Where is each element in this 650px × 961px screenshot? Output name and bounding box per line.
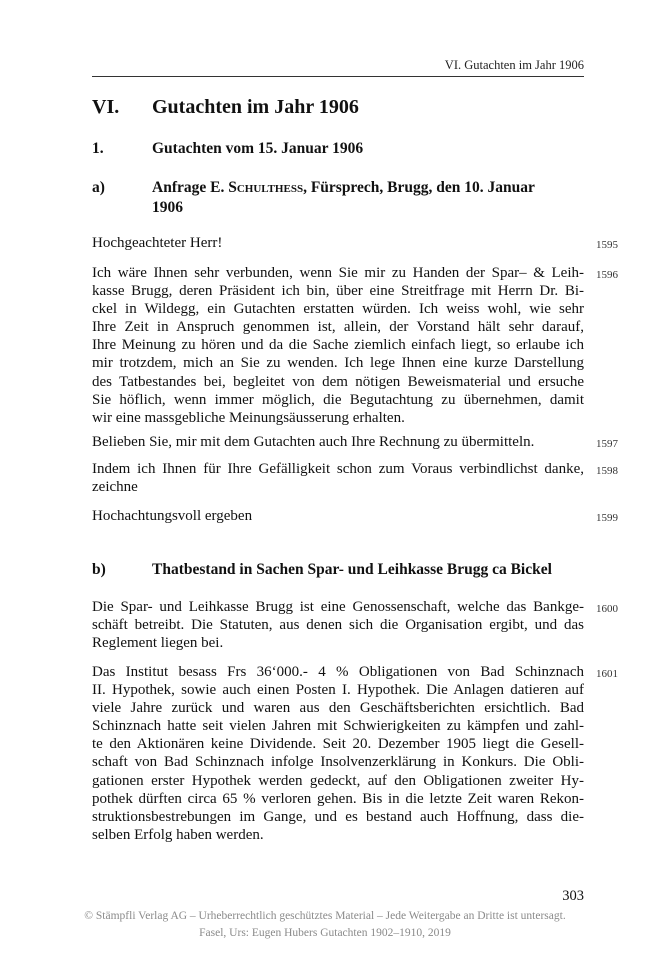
running-head: VI. Gutachten im Jahr 1906 — [92, 58, 584, 77]
paragraph — [92, 433, 584, 451]
paragraph-line: Sie höflich, wenn immer möglich, die Begutachtung zu übernehmen, damit — [92, 391, 584, 408]
paragraph-line: Die Spar- und Leihkasse Brugg ist eine Genossenschaft, welche das Bankge- — [92, 599, 584, 615]
paragraph-line: Hochachtungsvoll ergeben — [92, 508, 253, 524]
paragraph-line: zeichne — [92, 479, 138, 496]
paragraph-line: Ihre Zeit in Anspruch genommen ist, allein, der Vorstand hält sehr darauf, — [92, 319, 584, 336]
paragraph-line: II. Hypothek, sowie auch einen Posten I. Hypothek. Die Anlagen datieren auf — [92, 682, 584, 699]
margin-number: 1601 — [596, 668, 618, 680]
section-title: Gutachten vom 15. Januar 1906 — [152, 140, 364, 157]
paragraph-line: te den Aktionären keine Dividende. Seit 20. Dezember 1905 liegt die Gesell- — [92, 736, 584, 753]
paragraph-line: Indem ich Ihnen für Ihre Gefälligkeit schon zum Voraus verbindlichst danke, — [92, 461, 584, 477]
paragraph-line: Reglement liegen bei. — [92, 635, 224, 652]
subsection-a-title — [152, 178, 584, 218]
paragraph-line: gationen erster Hypothek werden gedeckt, auf den Obligationen zweiter Hy- — [92, 772, 584, 789]
paragraph — [92, 264, 584, 427]
margin-number: 1595 — [596, 239, 618, 251]
paragraph-line: mir trotzdem, mich an Sie zu wenden. Ich lege Ihnen eine kurze Darstellung — [92, 355, 584, 372]
subsection-b-title: Thatbestand in Sachen Spar- und Leihkasse Brugg ca Bickel — [152, 561, 552, 578]
paragraph — [92, 507, 584, 525]
paragraph — [92, 598, 584, 652]
page-number: 303 — [562, 888, 584, 904]
section-number: 1. — [92, 140, 104, 157]
paragraph-line: schaft von Bad Schinznach infolge Insolvenzerklärung in Konkurs. Die Obli- — [92, 754, 584, 771]
subsection-a-title-before: Anfrage E. — [152, 179, 229, 196]
subsection-a-title-line2: 1906 — [152, 199, 183, 216]
paragraph-line: kasse Brugg, deren Präsident ich bin, über eine Streitfrage mit Herrn Dr. Bi- — [92, 283, 584, 300]
margin-number: 1596 — [596, 269, 618, 281]
paragraph-line: Ihre Meinung zu hören und da die Sache ziemlich einfach liegt, so erlaube ich — [92, 337, 584, 354]
paragraph-line: schäft betreibt. Die Statuten, aus denen sich die Organisation ergibt, und das — [92, 617, 584, 634]
margin-number: 1599 — [596, 512, 618, 524]
paragraph — [92, 663, 584, 844]
paragraph-line: viele Jahre zurück und waren aus den Geschäftsberichten ersichtlich. Bad — [92, 700, 584, 717]
margin-number: 1598 — [596, 465, 618, 477]
chapter-title: Gutachten im Jahr 1906 — [152, 96, 359, 118]
paragraph-line: Hochgeachteter Herr! — [92, 235, 223, 251]
paragraph-line: Belieben Sie, mir mit dem Gutachten auch Ihre Rechnung zu übermitteln. — [92, 434, 535, 450]
paragraph-line: Das Institut besass Frs 36‘000.- 4 % Obligationen von Bad Schinznach — [92, 664, 584, 680]
paragraph-line: struktionsbestrebungen im Gange, und es bestand auch Hoffnung, dass die- — [92, 808, 584, 825]
chapter-number: VI. — [92, 96, 120, 118]
paragraph-line: des Tatbestandes bei, begleitet von dem nötigen Beweismaterial und ersuche — [92, 373, 584, 390]
subsection-b-letter: b) — [92, 561, 106, 578]
paragraph-line: Schinznach hatte seit vielen Jahren mit Schwierigkeiten zu kämpfen und zahl- — [92, 718, 584, 735]
paragraph-line: Ich wäre Ihnen sehr verbunden, wenn Sie mir zu Handen der Spar– & Leih- — [92, 265, 584, 281]
subsection-a-title-after: , Fürsprech, Brugg, den 10. Januar — [303, 179, 535, 196]
paragraph-line: selben Erfolg haben werden. — [92, 826, 264, 843]
paragraph — [92, 234, 584, 252]
paragraph — [92, 460, 584, 496]
margin-number: 1597 — [596, 438, 618, 450]
subsection-a-title-name: Schulthess — [228, 179, 304, 196]
paragraph-line: pothek dürften circa 65 % verloren gehen. Bis in die letzte Zeit waren Rekon- — [92, 790, 584, 807]
paragraph-line: wir eine massgebliche Meinungsäusserung erhalten. — [92, 409, 405, 426]
paragraph-line: ckel in Wildegg, ein Gutachten erstatten würden. Ich weiss wohl, wie sehr — [92, 301, 584, 318]
margin-number: 1600 — [596, 603, 618, 615]
subsection-a-letter: a) — [92, 179, 105, 196]
citation-footer: Fasel, Urs: Eugen Hubers Gutachten 1902–1910, 2019 — [199, 927, 451, 939]
copyright-footer: © Stämpfli Verlag AG – Urheberrechtlich geschütztes Material – Jede Weitergabe an Dritte ist untersagt. — [84, 910, 566, 922]
